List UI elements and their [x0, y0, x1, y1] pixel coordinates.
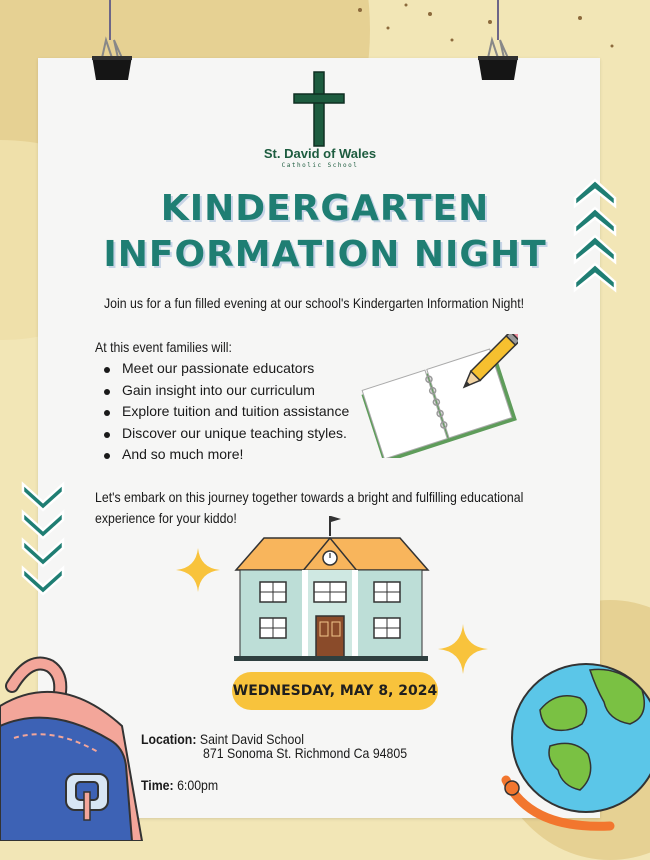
pencil-icon	[452, 334, 518, 400]
time-label: Time:	[141, 777, 174, 793]
school-name: St. David of Wales	[263, 146, 377, 161]
binder-clip-icon	[88, 0, 136, 82]
list-item: Gain insight into our curriculum	[104, 382, 349, 404]
school-building-icon	[228, 510, 434, 662]
backpack-icon	[0, 656, 146, 841]
binder-clip-icon	[474, 0, 522, 82]
closing-line-2: experience for your kiddo!	[95, 510, 237, 526]
families-heading: At this event families will:	[95, 339, 232, 355]
location-label: Location:	[141, 731, 197, 747]
list-item: Discover our unique teaching styles.	[104, 425, 349, 447]
event-bullet-list	[104, 360, 349, 468]
time-value: 6:00pm	[177, 777, 219, 793]
page-title-line-2: INFORMATION NIGHT	[103, 234, 547, 275]
time-row	[141, 777, 218, 793]
closing-line-1: Let's embark on this journey together towards a bright and fulfilling educational	[95, 489, 524, 505]
globe-icon	[500, 650, 650, 841]
chevron-stack-icon	[572, 176, 618, 294]
list-item: And so much more!	[104, 446, 349, 468]
location-line-1: Saint David School	[199, 731, 304, 747]
school-subtitle: Catholic School	[281, 162, 359, 169]
sparkle-icon	[438, 624, 488, 674]
location-line-2: 871 Sonoma St. Richmond Ca 94805	[203, 745, 408, 761]
list-item: Meet our passionate educators	[104, 360, 349, 382]
sparkle-icon	[176, 548, 220, 592]
event-date-badge: WEDNESDAY, MAY 8, 2024	[232, 672, 438, 710]
chevron-stack-icon	[20, 480, 66, 598]
cross-icon	[290, 68, 350, 148]
list-item: Explore tuition and tuition assistance	[104, 403, 349, 425]
page-title-line-1: KINDERGARTEN	[160, 188, 490, 229]
intro-text: Join us for a fun filled evening at our school's Kindergarten Information Night!	[104, 295, 525, 311]
